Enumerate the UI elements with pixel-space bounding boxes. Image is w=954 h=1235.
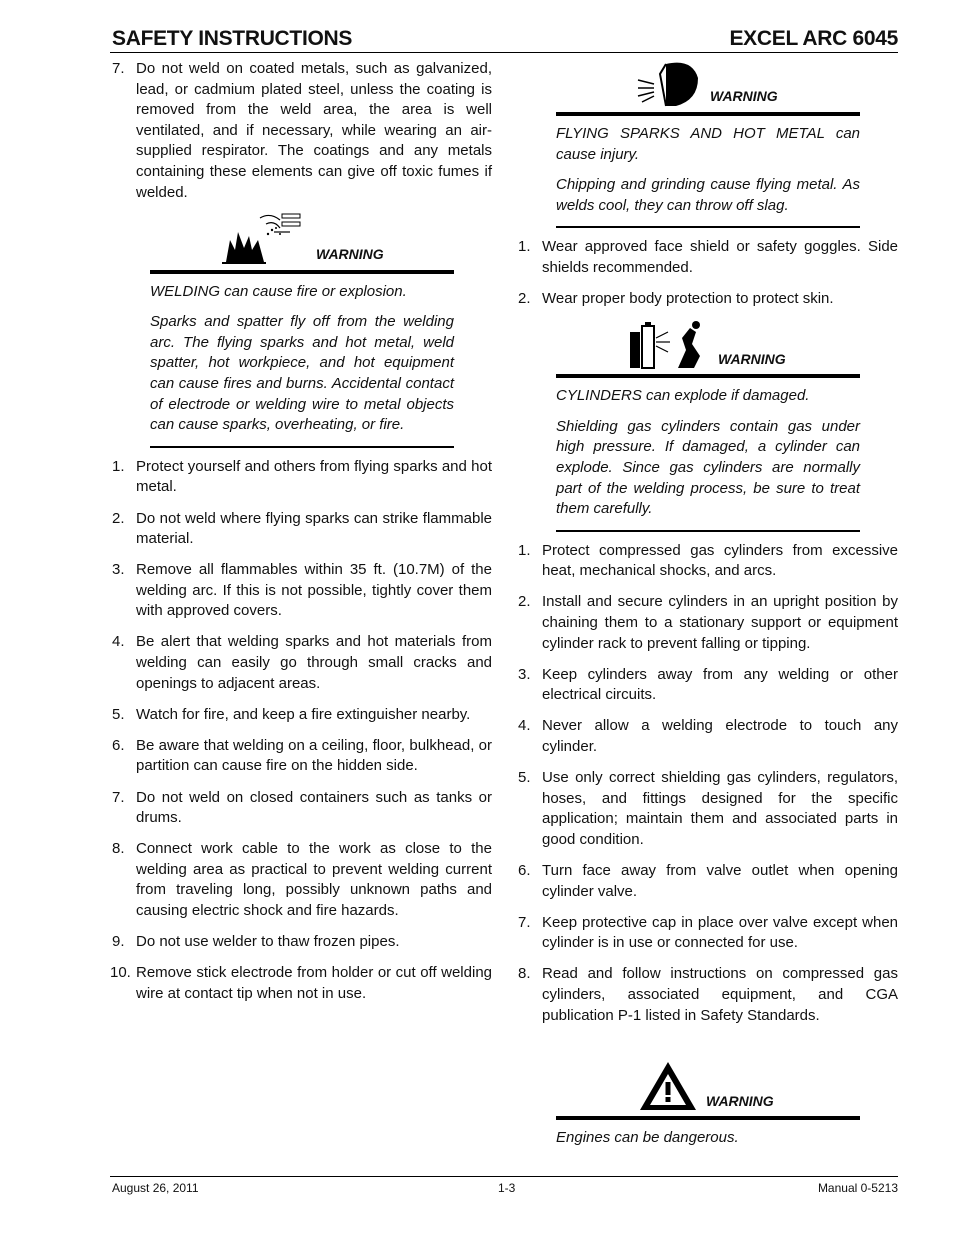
warning-rule xyxy=(556,112,860,116)
list-item xyxy=(518,768,898,850)
list-item xyxy=(112,788,492,829)
warning-headline: CYLINDERS can explode if damaged. xyxy=(556,387,810,405)
item-text: Connect work cable to the work as close to the welding area as practical to prevent welding current from traveling long, possibly unknown paths and causing electric shock and fire hazards. xyxy=(136,840,492,919)
engines-warning-block xyxy=(556,1056,860,1149)
warning-header xyxy=(556,62,860,112)
fire-warning-block xyxy=(150,214,454,448)
list-item xyxy=(112,59,492,203)
warning-rule xyxy=(556,1116,860,1120)
warning-rule xyxy=(556,374,860,378)
warning-end-rule xyxy=(556,530,860,532)
product-title: EXCEL ARC 6045 xyxy=(729,27,898,50)
warning-header xyxy=(556,1056,860,1116)
item-text: Remove stick electrode from holder or cut off welding wire at contact tip when not in use. xyxy=(136,964,492,1002)
item-number: 5. xyxy=(112,705,125,723)
item-number: 4. xyxy=(112,633,125,651)
item-number: 2. xyxy=(518,290,531,308)
warning-body: Sparks and spatter fly off from the welding arc. The flying sparks and hot metal, weld spatter, hot workpiece, and hot equipment can cause fires and burns. Accidental contact of electrode or welding wire to metal objects can cause sparks, overheating, or fire. xyxy=(150,313,454,434)
item-text: Read and follow instructions on compressed gas cylinders, associated equipment, and CGA publication P-1 listed in Safety Standards. xyxy=(542,965,898,1024)
warning-body: Chipping and grinding cause flying metal. As welds cool, they can throw off slag. xyxy=(556,176,860,214)
right-column xyxy=(518,62,898,1159)
warning-rule xyxy=(150,270,454,274)
warning-end-rule xyxy=(556,226,860,228)
item-text: Do not weld on coated metals, such as galvanized, lead, or cadmium plated steel, unless the coating is removed from the weld area, the area is well ventilated, and if necessary, while wearing an air-supplied respirator. The coatings and any metals containing these elements can give off toxic fumes if welded. xyxy=(136,60,492,201)
fire-precautions-list xyxy=(112,457,492,1005)
warning-end-rule xyxy=(150,446,454,448)
section-title: SAFETY INSTRUCTIONS xyxy=(112,27,353,50)
warning-body: Shielding gas cylinders contain gas under high pressure. If damaged, a cylinder can explode. Since gas cylinders are normally part of the welding process, be sure to treat them carefully. xyxy=(556,417,860,518)
item-text: Turn face away from valve outlet when opening cylinder valve. xyxy=(542,861,898,900)
item-number: 3. xyxy=(112,561,125,579)
warning-label: WARNING xyxy=(710,88,778,105)
item-number: 1. xyxy=(518,238,531,256)
list-item xyxy=(518,964,898,1026)
warning-label: WARNING xyxy=(316,246,384,263)
list-item xyxy=(518,541,898,582)
left-column xyxy=(112,59,492,1015)
item-number: 8. xyxy=(518,965,531,983)
item-text: Install and secure cylinders in an upright position by chaining them to a stationary support or equipment cylinder rack to prevent falling or tipping. xyxy=(542,593,898,652)
item-text: Do not weld on closed containers such as tanks or drums. xyxy=(136,788,492,827)
item-text: Wear approved face shield or safety goggles. Side shields recommended. xyxy=(542,238,898,276)
item-number: 6. xyxy=(518,861,531,879)
item-text: Remove all flammables within 35 ft. (10.7M) of the welding arc. If this is not possible, tightly cover them with approved covers. xyxy=(136,561,492,620)
item-text: Protect yourself and others from flying sparks and hot metal. xyxy=(136,457,492,496)
list-item xyxy=(518,861,898,902)
item-number: 9. xyxy=(112,933,125,951)
list-item xyxy=(112,963,492,1004)
list-item xyxy=(518,716,898,757)
cylinder-explosion-icon xyxy=(628,320,710,370)
list-item xyxy=(112,932,492,953)
page-number: 1-3 xyxy=(498,1181,516,1195)
warning-triangle-icon xyxy=(638,1060,698,1112)
list-item xyxy=(112,839,492,921)
item-text: Do not weld where flying sparks can strike flammable material. xyxy=(136,509,492,548)
item-text: Be alert that welding sparks and hot materials from welding can easily go through small cracks and openings to adjacent areas. xyxy=(136,633,492,692)
item-number: 7. xyxy=(112,60,125,77)
manual-number: Manual 0-5213 xyxy=(817,1181,898,1195)
header-rule xyxy=(110,52,898,53)
item-text: Never allow a welding electrode to touch any cylinder. xyxy=(542,717,898,755)
item-number: 10. xyxy=(110,964,131,982)
warning-headline: FLYING SPARKS AND HOT METAL can cause injury. xyxy=(556,125,860,163)
coated-metals-list xyxy=(112,59,492,203)
item-text: Be aware that welding on a ceiling, floor, bulkhead, or partition can cause fire on the hidden side. xyxy=(136,736,492,775)
item-number: 3. xyxy=(518,665,531,683)
item-number: 2. xyxy=(112,509,125,527)
item-number: 7. xyxy=(112,788,125,806)
warning-header xyxy=(150,214,454,270)
item-number: 2. xyxy=(518,593,531,611)
list-item xyxy=(518,592,898,654)
list-item xyxy=(518,913,898,954)
item-text: Do not use welder to thaw frozen pipes. xyxy=(136,933,400,951)
list-item xyxy=(112,509,492,550)
fire-sparks-icon xyxy=(222,210,304,266)
cylinder-precautions-list xyxy=(518,541,898,1026)
warning-header xyxy=(556,320,860,374)
item-number: 8. xyxy=(112,840,125,858)
item-number: 1. xyxy=(112,457,125,475)
cylinders-warning-block xyxy=(556,320,860,532)
item-number: 1. xyxy=(518,541,531,559)
item-text: Keep cylinders away from any welding or other electrical circuits. xyxy=(542,665,898,704)
face-shield-sparks-icon xyxy=(636,60,700,108)
list-item xyxy=(112,632,492,694)
list-item xyxy=(518,665,898,706)
list-item xyxy=(518,237,898,278)
list-item xyxy=(112,560,492,622)
footer-rule xyxy=(110,1176,898,1177)
sparks-precautions-list xyxy=(518,237,898,309)
warning-headline: Engines can be dangerous. xyxy=(556,1129,739,1147)
sparks-warning-block xyxy=(556,62,860,228)
item-number: 5. xyxy=(518,769,531,787)
list-item xyxy=(112,736,492,777)
warning-headline: WELDING can cause fire or explosion. xyxy=(150,282,407,300)
footer-date: August 26, 2011 xyxy=(112,1181,199,1195)
warning-label: WARNING xyxy=(706,1092,774,1109)
warning-label: WARNING xyxy=(718,350,786,367)
item-text: Keep protective cap in place over valve except when cylinder is in use or connected for use. xyxy=(542,913,898,952)
item-text: Protect compressed gas cylinders from excessive heat, mechanical shocks, and arcs. xyxy=(542,541,898,580)
item-text: Wear proper body protection to protect skin. xyxy=(542,290,834,308)
item-number: 4. xyxy=(518,717,531,735)
item-text: Use only correct shielding gas cylinders, regulators, hoses, and fittings designed for the specific application; maintain them and associated parts in good condition. xyxy=(542,769,898,848)
list-item xyxy=(518,289,898,310)
list-item xyxy=(112,705,492,726)
list-item xyxy=(112,457,492,498)
item-number: 7. xyxy=(518,913,531,931)
item-number: 6. xyxy=(112,736,125,754)
item-text: Watch for fire, and keep a fire extinguisher nearby. xyxy=(136,705,471,723)
